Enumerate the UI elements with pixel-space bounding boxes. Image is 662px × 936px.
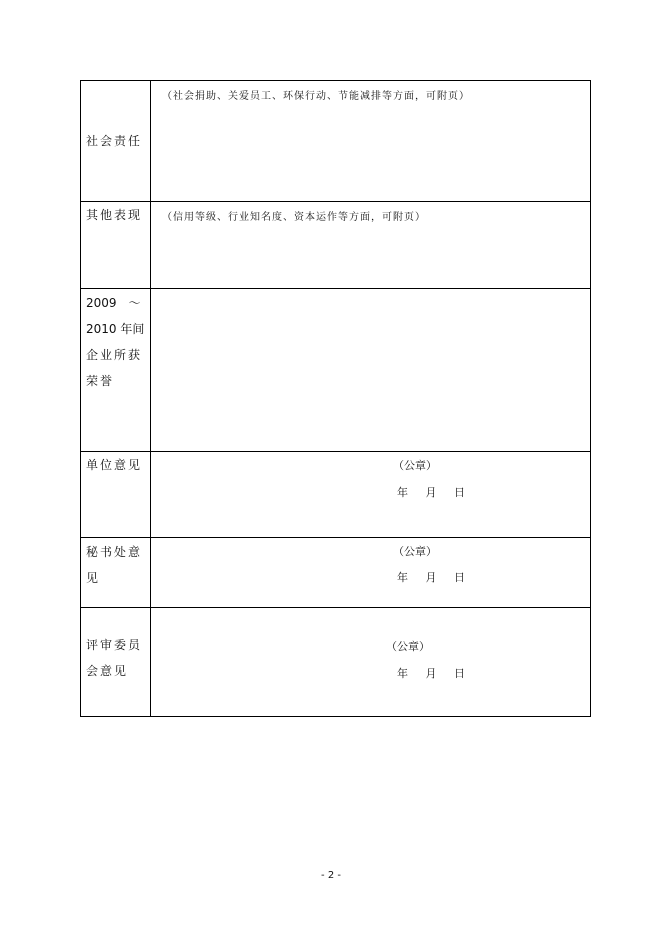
column-divider [150, 80, 151, 717]
label-line: 会意见 [86, 664, 129, 678]
row-divider [80, 537, 591, 538]
label-line: 荣誉 [86, 374, 115, 388]
label-line: 2010 年间 [86, 322, 145, 336]
honors-label [86, 290, 148, 394]
row-divider [80, 288, 591, 289]
official-seal-text: （公章） [393, 459, 437, 472]
other-performance-note: （信用等级、行业知名度、资本运作等方面，可附页） [162, 212, 426, 223]
official-seal-text: （公章） [386, 640, 430, 653]
label-line: 见 [86, 571, 101, 585]
row-divider [80, 201, 591, 202]
review-committee-opinion-label [86, 632, 148, 684]
row-divider [80, 607, 591, 608]
official-seal-text: （公章） [393, 545, 437, 558]
page-number: - 2 - [321, 870, 341, 881]
other-performance-label: 其他表现 [86, 208, 143, 222]
label-line: 2009 ～ [86, 296, 141, 310]
date-text: 年 月 日 [397, 667, 465, 680]
label-line: 企业所获 [86, 348, 143, 362]
social-responsibility-label: 社会责任 [86, 134, 143, 148]
table-border [80, 716, 591, 717]
label-line: 评审委员 [86, 638, 143, 652]
table-border [80, 80, 81, 717]
unit-opinion-label: 单位意见 [86, 458, 143, 472]
date-text: 年 月 日 [397, 486, 465, 499]
table-border [80, 80, 591, 81]
label-line: 秘书处意 [86, 545, 143, 559]
secretariat-opinion-label [86, 539, 148, 591]
date-text: 年 月 日 [397, 571, 465, 584]
row-divider [80, 451, 591, 452]
social-responsibility-note: （社会捐助、关爱员工、环保行动、节能减排等方面，可附页） [162, 91, 470, 102]
table-border [590, 80, 591, 717]
